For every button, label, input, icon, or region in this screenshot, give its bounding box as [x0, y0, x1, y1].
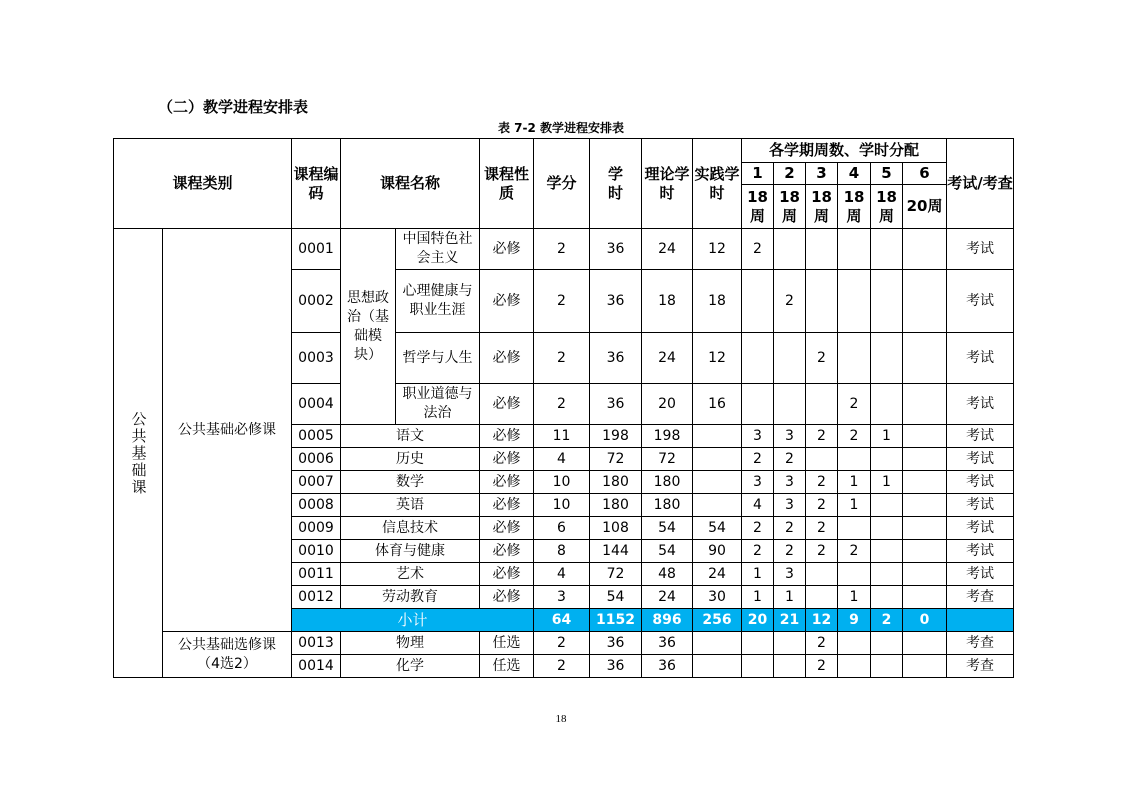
- semester-4-hours: [838, 563, 871, 586]
- course-hours: 72: [590, 448, 642, 471]
- semester-5-hours: [871, 448, 903, 471]
- course-practice-hours: 30: [693, 586, 742, 609]
- semester-2-hours: [774, 655, 806, 678]
- course-hours: 72: [590, 563, 642, 586]
- section-title: （二）教学进程安排表: [158, 98, 309, 116]
- subtotal-credits: 64: [534, 609, 590, 632]
- semester-5-hours: [871, 384, 903, 425]
- course-hours: 180: [590, 471, 642, 494]
- subtotal-semester-1: 20: [742, 609, 774, 632]
- course-nature: 必修: [480, 471, 534, 494]
- subtotal-semester-2: 21: [774, 609, 806, 632]
- course-credits: 2: [534, 333, 590, 384]
- course-credits: 3: [534, 586, 590, 609]
- semester-1-hours: 3: [742, 471, 774, 494]
- course-code: 0002: [292, 270, 341, 333]
- course-credits: 6: [534, 517, 590, 540]
- course-nature: 必修: [480, 517, 534, 540]
- course-hours: 36: [590, 270, 642, 333]
- semester-4-hours: 1: [838, 494, 871, 517]
- course-nature: 必修: [480, 494, 534, 517]
- course-exam-type: 考试: [947, 333, 1014, 384]
- course-credits: 11: [534, 425, 590, 448]
- course-theory-hours: 20: [642, 384, 693, 425]
- subtotal-label: 小计: [292, 609, 534, 632]
- semester-5-hours: 1: [871, 471, 903, 494]
- semester-2-hours: 3: [774, 471, 806, 494]
- course-practice-hours: 24: [693, 563, 742, 586]
- semester-1-hours: 1: [742, 563, 774, 586]
- semester-1-hours: 2: [742, 517, 774, 540]
- course-name: 劳动教育: [341, 586, 480, 609]
- semester-3-hours: [806, 448, 838, 471]
- semester-3-hours: [806, 384, 838, 425]
- semester-2-hours: 3: [774, 563, 806, 586]
- semester-5-hours: [871, 270, 903, 333]
- course-code: 0010: [292, 540, 341, 563]
- course-theory-hours: 18: [642, 270, 693, 333]
- semester-6-hours: [903, 229, 947, 270]
- schedule-table: [113, 138, 1014, 678]
- course-hours: 36: [590, 632, 642, 655]
- course-hours: 198: [590, 425, 642, 448]
- course-nature: 必修: [480, 425, 534, 448]
- semester-3-hours: [806, 270, 838, 333]
- course-credits: 2: [534, 229, 590, 270]
- semester-2-hours: [774, 333, 806, 384]
- course-exam-type: 考试: [947, 563, 1014, 586]
- subtotal-semester-5: 2: [871, 609, 903, 632]
- category-required: 公共基础必修课: [163, 229, 292, 632]
- semester-1-hours: 4: [742, 494, 774, 517]
- course-name: 化学: [341, 655, 480, 678]
- semester-3-hours: 2: [806, 632, 838, 655]
- course-nature: 必修: [480, 229, 534, 270]
- course-name: 艺术: [341, 563, 480, 586]
- course-theory-hours: 36: [642, 655, 693, 678]
- course-name: 中国特色社会主义: [396, 229, 480, 270]
- semester-1-hours: 2: [742, 448, 774, 471]
- header-semester-group: 各学期周数、学时分配: [742, 139, 947, 163]
- header-credits: 学分: [534, 139, 590, 229]
- semester-2-hours: [774, 229, 806, 270]
- course-credits: 2: [534, 632, 590, 655]
- subtotal-exam: [947, 609, 1014, 632]
- table-caption: [0, 119, 1122, 136]
- semester-4-hours: [838, 448, 871, 471]
- course-practice-hours: 12: [693, 333, 742, 384]
- table-caption-text: 表 7-2 教学进程安排表: [497, 121, 625, 135]
- semester-4-hours: 2: [838, 425, 871, 448]
- course-nature: 必修: [480, 270, 534, 333]
- semester-6-hours: [903, 586, 947, 609]
- semester-1-hours: [742, 384, 774, 425]
- header-weeks-1: 18周: [742, 185, 774, 229]
- semester-1-hours: [742, 270, 774, 333]
- semester-5-hours: [871, 632, 903, 655]
- course-exam-type: 考试: [947, 540, 1014, 563]
- course-theory-hours: 48: [642, 563, 693, 586]
- course-name: 心理健康与职业生涯: [396, 270, 480, 333]
- course-name: 哲学与人生: [396, 333, 480, 384]
- course-hours: 36: [590, 655, 642, 678]
- semester-1-hours: [742, 632, 774, 655]
- semester-4-hours: [838, 333, 871, 384]
- semester-5-hours: [871, 494, 903, 517]
- header-semester-6: 6: [903, 163, 947, 185]
- course-name: 语文: [341, 425, 480, 448]
- course-hours: 108: [590, 517, 642, 540]
- course-code: 0012: [292, 586, 341, 609]
- course-nature: 任选: [480, 632, 534, 655]
- subtotal-semester-6: 0: [903, 609, 947, 632]
- course-practice-hours: [693, 471, 742, 494]
- course-theory-hours: 198: [642, 425, 693, 448]
- header-hours: 学时: [590, 139, 642, 229]
- course-nature: 任选: [480, 655, 534, 678]
- semester-2-hours: 2: [774, 517, 806, 540]
- semester-6-hours: [903, 384, 947, 425]
- course-credits: 4: [534, 448, 590, 471]
- course-name: 物理: [341, 632, 480, 655]
- course-hours: 144: [590, 540, 642, 563]
- header-nature: 课程性质: [480, 139, 534, 229]
- course-nature: 必修: [480, 540, 534, 563]
- semester-5-hours: [871, 229, 903, 270]
- course-practice-hours: 54: [693, 517, 742, 540]
- semester-6-hours: [903, 632, 947, 655]
- semester-3-hours: 2: [806, 333, 838, 384]
- course-name: 信息技术: [341, 517, 480, 540]
- course-name: 职业道德与法治: [396, 384, 480, 425]
- course-theory-hours: 24: [642, 229, 693, 270]
- course-exam-type: 考查: [947, 586, 1014, 609]
- semester-5-hours: [871, 655, 903, 678]
- course-code: 0005: [292, 425, 341, 448]
- semester-5-hours: 1: [871, 425, 903, 448]
- semester-4-hours: [838, 632, 871, 655]
- table-row: [114, 632, 1014, 655]
- semester-6-hours: [903, 540, 947, 563]
- semester-3-hours: 2: [806, 540, 838, 563]
- course-practice-hours: [693, 632, 742, 655]
- semester-2-hours: 1: [774, 586, 806, 609]
- semester-2-hours: 2: [774, 540, 806, 563]
- semester-4-hours: [838, 229, 871, 270]
- semester-3-hours: 2: [806, 494, 838, 517]
- semester-3-hours: 2: [806, 425, 838, 448]
- semester-3-hours: [806, 229, 838, 270]
- semester-2-hours: 2: [774, 448, 806, 471]
- semester-2-hours: [774, 384, 806, 425]
- semester-2-hours: 2: [774, 270, 806, 333]
- subtotal-practice: 256: [693, 609, 742, 632]
- course-practice-hours: 16: [693, 384, 742, 425]
- course-exam-type: 考试: [947, 471, 1014, 494]
- course-theory-hours: 54: [642, 540, 693, 563]
- course-code: 0011: [292, 563, 341, 586]
- course-exam-type: 考试: [947, 270, 1014, 333]
- course-code: 0014: [292, 655, 341, 678]
- course-credits: 10: [534, 471, 590, 494]
- course-credits: 2: [534, 384, 590, 425]
- course-code: 0007: [292, 471, 341, 494]
- semester-1-hours: 1: [742, 586, 774, 609]
- semester-1-hours: 2: [742, 229, 774, 270]
- semester-6-hours: [903, 517, 947, 540]
- course-theory-hours: 180: [642, 471, 693, 494]
- header-weeks-3: 18周: [806, 185, 838, 229]
- subtotal-semester-3: 12: [806, 609, 838, 632]
- semester-5-hours: [871, 563, 903, 586]
- course-code: 0008: [292, 494, 341, 517]
- semester-1-hours: [742, 333, 774, 384]
- category-main: 公共基础课: [114, 229, 163, 678]
- semester-3-hours: [806, 586, 838, 609]
- course-theory-hours: 24: [642, 586, 693, 609]
- course-name: 历史: [341, 448, 480, 471]
- course-name: 数学: [341, 471, 480, 494]
- course-exam-type: 考试: [947, 425, 1014, 448]
- header-code: 课程编码: [292, 139, 341, 229]
- course-exam-type: 考试: [947, 448, 1014, 471]
- semester-4-hours: [838, 270, 871, 333]
- course-hours: 36: [590, 333, 642, 384]
- course-theory-hours: 180: [642, 494, 693, 517]
- course-credits: 2: [534, 270, 590, 333]
- course-name: 英语: [341, 494, 480, 517]
- subtotal-semester-4: 9: [838, 609, 871, 632]
- course-practice-hours: 12: [693, 229, 742, 270]
- semester-6-hours: [903, 270, 947, 333]
- course-code: 0013: [292, 632, 341, 655]
- header-semester-3: 3: [806, 163, 838, 185]
- semester-6-hours: [903, 471, 947, 494]
- semester-4-hours: [838, 517, 871, 540]
- semester-1-hours: 3: [742, 425, 774, 448]
- course-code: 0009: [292, 517, 341, 540]
- semester-2-hours: 3: [774, 494, 806, 517]
- course-exam-type: 考试: [947, 517, 1014, 540]
- course-nature: 必修: [480, 563, 534, 586]
- course-theory-hours: 72: [642, 448, 693, 471]
- course-code: 0004: [292, 384, 341, 425]
- header-theory: 理论学时: [642, 139, 693, 229]
- course-credits: 4: [534, 563, 590, 586]
- course-exam-type: 考试: [947, 229, 1014, 270]
- course-theory-hours: 24: [642, 333, 693, 384]
- category-elective: 公共基础选修课（4选2）: [163, 632, 292, 678]
- course-name: 体育与健康: [341, 540, 480, 563]
- header-exam: 考试/考查: [947, 139, 1014, 229]
- course-hours: 36: [590, 229, 642, 270]
- semester-5-hours: [871, 333, 903, 384]
- semester-1-hours: [742, 655, 774, 678]
- course-hours: 36: [590, 384, 642, 425]
- semester-1-hours: 2: [742, 540, 774, 563]
- course-nature: 必修: [480, 384, 534, 425]
- table-row: [114, 229, 1014, 270]
- course-code: 0006: [292, 448, 341, 471]
- semester-3-hours: [806, 563, 838, 586]
- header-weeks-2: 18周: [774, 185, 806, 229]
- semester-6-hours: [903, 494, 947, 517]
- header-semester-1: 1: [742, 163, 774, 185]
- semester-6-hours: [903, 448, 947, 471]
- course-nature: 必修: [480, 586, 534, 609]
- course-exam-type: 考查: [947, 655, 1014, 678]
- header-category: 课程类别: [114, 139, 292, 229]
- course-practice-hours: [693, 655, 742, 678]
- course-hours: 54: [590, 586, 642, 609]
- course-credits: 2: [534, 655, 590, 678]
- course-code: 0003: [292, 333, 341, 384]
- course-hours: 180: [590, 494, 642, 517]
- semester-6-hours: [903, 563, 947, 586]
- page-number: 18: [555, 713, 567, 725]
- module-name: 思想政治（基础模块）: [341, 229, 396, 425]
- subtotal-theory: 896: [642, 609, 693, 632]
- course-exam-type: 考试: [947, 384, 1014, 425]
- course-exam-type: 考查: [947, 632, 1014, 655]
- course-code: 0001: [292, 229, 341, 270]
- semester-4-hours: 2: [838, 540, 871, 563]
- semester-6-hours: [903, 655, 947, 678]
- semester-5-hours: [871, 586, 903, 609]
- header-semester-4: 4: [838, 163, 871, 185]
- subtotal-hours: 1152: [590, 609, 642, 632]
- semester-4-hours: 2: [838, 384, 871, 425]
- course-practice-hours: [693, 425, 742, 448]
- semester-3-hours: 2: [806, 471, 838, 494]
- header-weeks-4: 18周: [838, 185, 871, 229]
- semester-2-hours: 3: [774, 425, 806, 448]
- course-practice-hours: 18: [693, 270, 742, 333]
- course-nature: 必修: [480, 333, 534, 384]
- course-nature: 必修: [480, 448, 534, 471]
- course-theory-hours: 54: [642, 517, 693, 540]
- semester-4-hours: 1: [838, 471, 871, 494]
- semester-6-hours: [903, 425, 947, 448]
- semester-5-hours: [871, 540, 903, 563]
- header-weeks-6: 20周: [903, 185, 947, 229]
- header-practice: 实践学时: [693, 139, 742, 229]
- header-weeks-5: 18周: [871, 185, 903, 229]
- semester-6-hours: [903, 333, 947, 384]
- semester-2-hours: [774, 632, 806, 655]
- semester-4-hours: [838, 655, 871, 678]
- semester-3-hours: 2: [806, 517, 838, 540]
- header-semester-5: 5: [871, 163, 903, 185]
- course-credits: 8: [534, 540, 590, 563]
- header-name: 课程名称: [341, 139, 480, 229]
- course-practice-hours: [693, 448, 742, 471]
- course-exam-type: 考试: [947, 494, 1014, 517]
- course-credits: 10: [534, 494, 590, 517]
- semester-4-hours: 1: [838, 586, 871, 609]
- header-semester-2: 2: [774, 163, 806, 185]
- semester-5-hours: [871, 517, 903, 540]
- course-practice-hours: 90: [693, 540, 742, 563]
- course-practice-hours: [693, 494, 742, 517]
- semester-3-hours: 2: [806, 655, 838, 678]
- course-theory-hours: 36: [642, 632, 693, 655]
